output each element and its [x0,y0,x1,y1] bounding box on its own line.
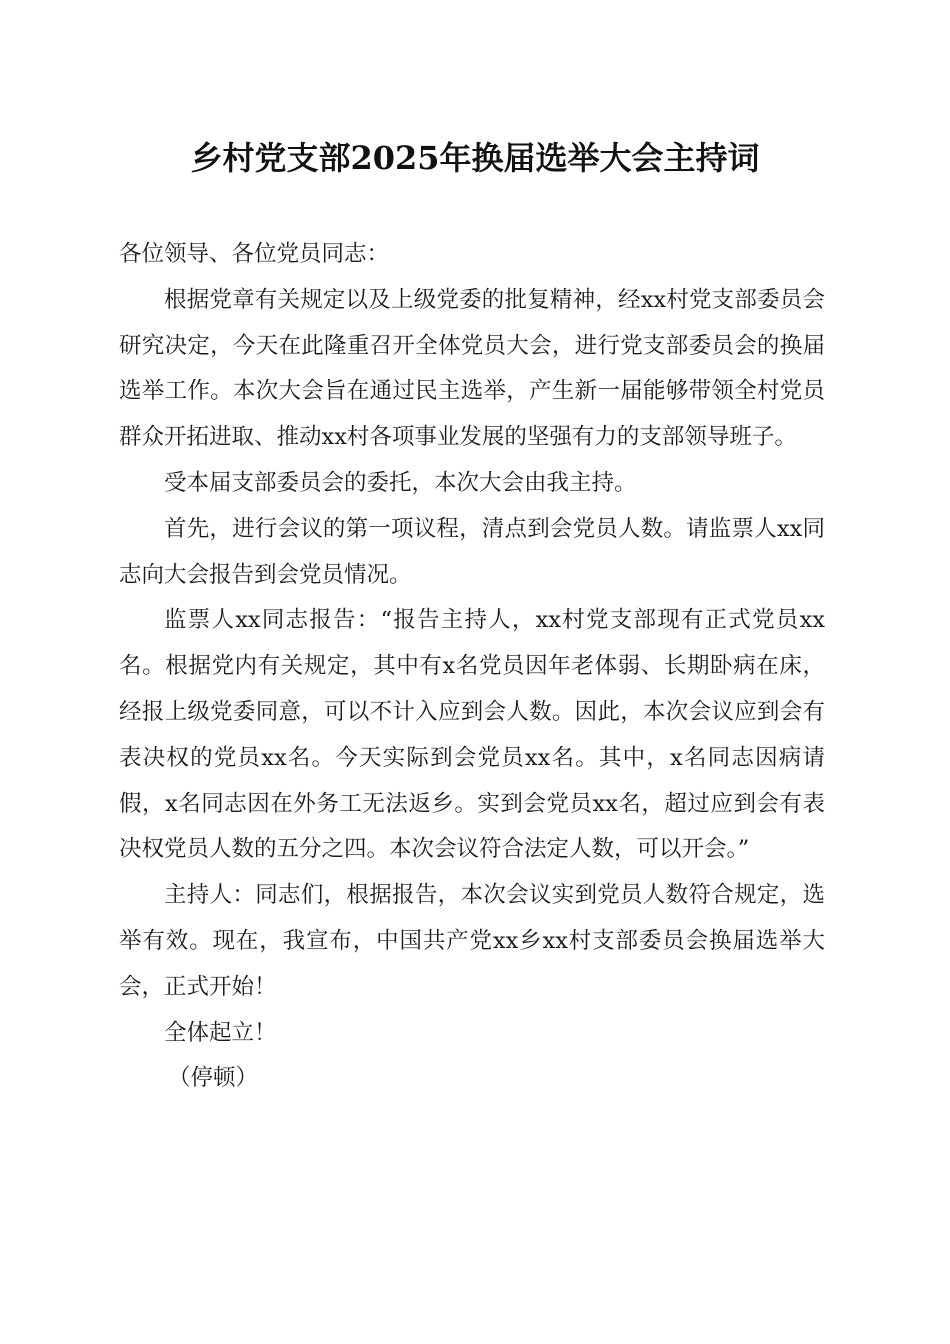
paragraph-all-rise: 全体起立！ [164,1019,277,1046]
paragraph-host-announcement: 主持人：同志们，根据报告，本次会议实到党员人数符合规定，选举有效。现在，我宣布，中国共产党xx乡xx村支部委员会换届选举大会，正式开始！ [119,882,825,1000]
document-title: 乡村党支部2025年换届选举大会主持词 [190,139,760,177]
paragraph-intro: 根据党章有关规定以及上级党委的批复精神，经xx村党支部委员会研究决定，今天在此隆重召开全体党员大会，进行党支部委员会的换届选举工作。本次大会旨在通过民主选举，产生新一届能够带领全村党员群众开拓进取、推动xx村各项事业发展的坚强有力的支部领导班子。 [119,286,825,451]
salutation: 各位领导、各位党员同志： [119,241,390,267]
paragraph-first-agenda: 首先，进行会议的第一项议程，清点到会党员人数。请监票人xx同志向大会报告到会党员情况。 [119,515,825,588]
pause-note: （停顿） [168,1065,259,1092]
paragraph-scrutineer-report: 监票人xx同志报告：“报告主持人，xx村党支部现有正式党员xx名。根据党内有关规定，其中有x名党员因年老体弱、长期卧病在床，经报上级党委同意，可以不计入应到会人数。因此，本次会议应到会有表决权的党员xx名。今天实际到会党员xx名。其中，x名同志因病请假，x名同志因在外务工无法返乡。实到会党员xx名，超过应到会有表决权党员人数的五分之四。本次会议符合法定人数，可以开会。” [119,607,825,863]
document-body [119,232,825,1102]
paragraph-entrusted: 受本届支部委员会的委托，本次大会由我主持。 [164,469,637,496]
